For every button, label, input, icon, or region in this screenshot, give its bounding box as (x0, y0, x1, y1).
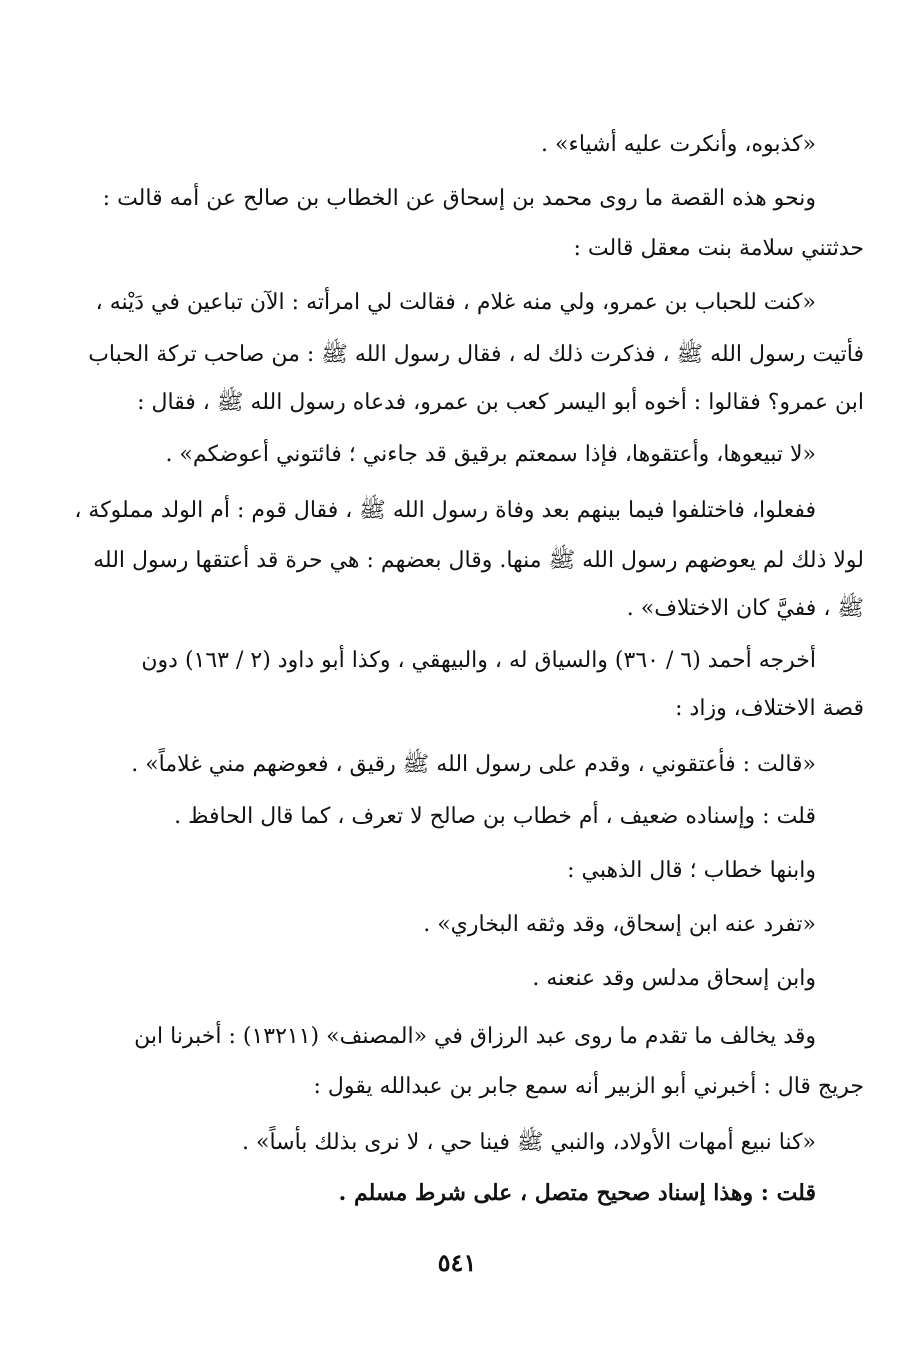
text-line-quote: «كنا نبيع أمهات الأولاد، والنبي ﷺ فينا حي ، لا نرى بذلك بأساً» . (242, 1130, 816, 1155)
text-line-quote: «قالت : فأعتقوني ، وقدم على رسول الله ﷺ رقيق ، فعوضهم مني غلاماً» . (131, 752, 816, 777)
text-line: ابن عمرو؟ فقالوا : أخوه أبو اليسر كعب بن عمرو، فدعاه رسول الله ﷺ ، فقال : (137, 390, 864, 415)
text-line-paragraph-start: وابن إسحاق مدلس وقد عنعنه . (532, 966, 816, 991)
text-line-quote: «كذبوه، وأنكرت عليه أشياء» . (541, 132, 816, 157)
text-line-paragraph-start: وقد يخالف ما تقدم ما روى عبد الرزاق في «المصنف» (١٣٢١١) : أخبرنا ابن (134, 1024, 816, 1049)
text-line-paragraph-start: ففعلوا، فاختلفوا فيما بينهم بعد وفاة رسول الله ﷺ ، فقال قوم : أم الولد مملوكة ، (74, 498, 816, 523)
text-line: فأتيت رسول الله ﷺ ، فذكرت ذلك له ، فقال رسول الله ﷺ : من صاحب تركة الحباب (88, 342, 864, 367)
text-line-conclusion: قلت : وهذا إسناد صحيح متصل ، على شرط مسلم . (338, 1180, 816, 1206)
text-line: جريج قال : أخبرني أبو الزبير أنه سمع جابر بن عبدالله يقول : (313, 1074, 864, 1099)
text-line-paragraph-start: ونحو هذه القصة ما روى محمد بن إسحاق عن الخطاب بن صالح عن أمه قالت : (102, 186, 816, 211)
page-number: ٥٤١ (437, 1248, 477, 1277)
text-line: قصة الاختلاف، وزاد : (675, 696, 864, 721)
text-line: حدثتني سلامة بنت معقل قالت : (573, 236, 864, 261)
text-line-quote: «لا تبيعوها، وأعتقوها، فإذا سمعتم برقيق قد جاءني ؛ فائتوني أعوضكم» . (165, 442, 816, 467)
text-line-paragraph-start: قلت : وإسناده ضعيف ، أم خطاب بن صالح لا تعرف ، كما قال الحافظ . (174, 804, 816, 829)
text-line-quote: «كنت للحباب بن عمرو، ولي منه غلام ، فقالت لي امرأته : الآن تباعين في دَيْنه ، (95, 290, 816, 315)
text-line-paragraph-start: وابنها خطاب ؛ قال الذهبي : (567, 858, 816, 883)
text-line-quote: «تفرد عنه ابن إسحاق، وقد وثقه البخاري» . (423, 912, 816, 937)
text-line: ﷺ ، ففيَّ كان الاختلاف» . (626, 596, 864, 621)
text-line: لولا ذلك لم يعوضهم رسول الله ﷺ منها. وقال بعضهم : هي حرة قد أعتقها رسول الله (93, 548, 864, 573)
text-line-paragraph-start: أخرجه أحمد (٦ / ٣٦٠) والسياق له ، والبيهقي ، وكذا أبو داود (٢ / ١٦٣) دون (141, 648, 816, 673)
